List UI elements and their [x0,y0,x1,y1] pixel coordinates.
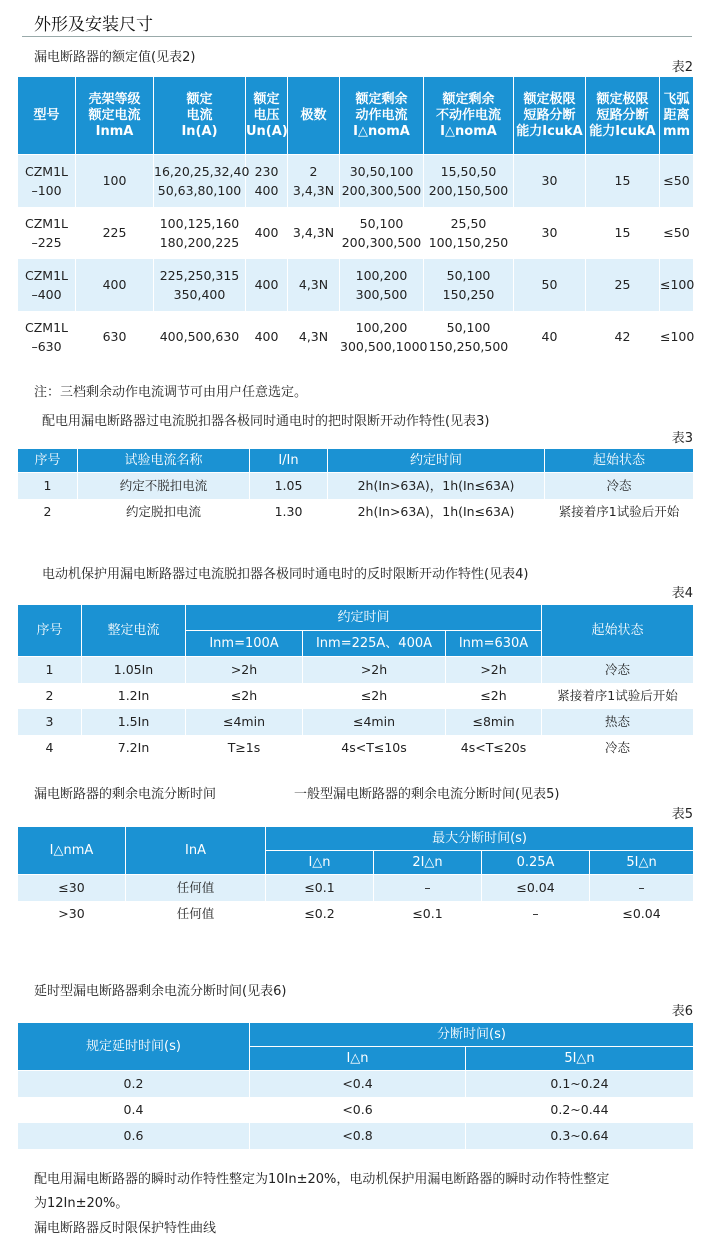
cell-line: 225 [102,225,127,240]
column-header [76,77,154,155]
table-cell: 热态 [542,709,694,735]
column-header: I/In [250,449,328,473]
table-cell: >2h [186,657,303,683]
table-cell: ≤8min [446,709,542,735]
cell-line: 50 [541,277,558,292]
delay-break-time-table [17,1022,694,1149]
table-cell: 1.30 [250,499,328,525]
table-cell: ≤0.04 [590,901,694,927]
table6-caption: 延时型漏电断路器剩余电流分断时间(见表6) [34,984,287,999]
table-cell: T≥1s [186,735,303,761]
table-cell: 1.05 [250,473,328,499]
cell-line: 400 [254,182,279,198]
table-cell [246,155,288,207]
header-row [18,827,694,851]
header-row [18,605,694,631]
table-cell: ≤2h [186,683,303,709]
cell-line: 电流 [186,107,213,123]
sub-column-header: 5I△n [590,851,694,875]
cell-line: –400 [31,286,62,302]
table-cell [340,155,424,207]
column-header: 约定时间 [186,605,542,631]
table-cell: >30 [18,901,126,927]
table-row [18,901,694,927]
table5-caption-right: 一般型漏电断路器的剩余电流分断时间(见表5) [294,787,560,802]
sub-column-header: Inm=225A、400A [303,631,446,657]
cell-line: 25 [614,277,631,292]
table-row [18,259,694,311]
cell-line: 100,125,160 [159,215,240,231]
table-cell: ≤0.1 [266,875,374,901]
table-row [18,155,694,207]
sub-column-header: Inm=100A [186,631,303,657]
table-cell [18,155,76,207]
table-cell: ≤4min [303,709,446,735]
cell-line: 200,300,500 [341,234,422,250]
table-cell [340,207,424,259]
table-cell [154,155,250,207]
cell-line: InmA [95,123,134,139]
table-row [18,311,694,363]
table-cell [288,155,340,207]
cell-line: ≤50 [663,173,690,189]
table-cell [76,207,154,259]
column-header [246,77,288,155]
table-cell [246,311,288,363]
table-cell: – [482,901,590,927]
instant-trip-text-line1: 配电用漏电断路器的瞬时动作特性整定为10In±20%，电动机保护用漏电断路器的瞬时动作特性整定 [34,1172,610,1187]
table-cell: ≤0.1 [374,901,482,927]
table-cell [246,207,288,259]
table-cell [586,259,660,311]
table-cell: <0.8 [250,1123,466,1149]
column-header [288,77,340,155]
table4-caption: 电动机保护用漏电断路器过电流脱扣器各极同时通电时的反时限断开动作特性(见表4) [42,567,529,582]
table-cell [18,259,76,311]
table-cell [514,155,586,207]
cell-line: 42 [614,329,631,344]
column-header: 起始状态 [545,449,694,473]
cell-line: 350,400 [173,286,226,302]
cell-line: 短路分断 [523,107,576,123]
cell-line: 100 [102,173,127,189]
cell-line: 电压 [253,107,280,123]
cell-line: 225,250,315 [159,267,240,283]
sub-column-header: 5I△n [466,1047,694,1071]
cell-line: 400,500,630 [159,329,240,344]
table-cell [660,207,694,259]
cell-line: 50,100 [446,267,491,283]
table-cell [154,207,246,259]
table-cell [340,311,428,363]
sub-column-header: 2I△n [374,851,482,875]
table-cell: ≤4min [186,709,303,735]
cell-line: 4,3N [298,277,329,292]
cell-line: 30 [541,225,558,240]
table-cell [246,259,288,311]
table-cell [288,259,340,311]
table6-label: 表6 [671,1004,693,1019]
cell-line: 400 [254,225,279,240]
cell-line: –225 [31,234,62,250]
table-row [18,473,694,499]
cell-line: 150,250 [442,286,495,302]
cell-line: 动作电流 [355,107,408,123]
table-row [18,735,694,761]
table-cell: 1 [18,657,82,683]
residual-break-time-table [17,826,694,927]
table-cell [424,311,514,363]
table-cell: 1.05In [82,657,186,683]
column-header [424,77,514,155]
cell-line: 180,200,225 [159,234,240,250]
table-cell [288,311,340,363]
cell-line: 15 [614,173,631,189]
cell-line: 40 [541,329,558,344]
table-cell: 冷态 [542,657,694,683]
cell-line: 300,500 [355,286,408,302]
column-header [660,77,694,155]
overcurrent-motor-table [17,604,694,761]
table-cell: 1 [18,473,78,499]
column-header: 约定时间 [328,449,545,473]
table-cell: 1.5In [82,709,186,735]
section-divider [22,36,692,37]
column-header [154,77,246,155]
cell-line: 200,150,500 [428,182,509,198]
cell-line: 4,3N [298,329,329,344]
table-row [18,499,694,525]
table2-caption: 漏电断路器的额定值(见表2) [34,50,196,65]
table-cell: ≤0.2 [266,901,374,927]
section-title: 外形及安装尺寸 [34,15,153,35]
cell-line: 30,50,100 [349,163,414,179]
sub-column-header: I△n [266,851,374,875]
cell-line: 15,50,50 [440,163,497,179]
cell-line: 不动作电流 [435,107,501,123]
table-cell: 冷态 [545,473,694,499]
table-cell: – [590,875,694,901]
column-header: 序号 [18,449,78,473]
column-header: 试验电流名称 [78,449,250,473]
table-cell: 0.4 [18,1097,250,1123]
cell-line: 15 [614,225,631,240]
cell-line: 额定剩余 [355,91,408,107]
cell-line: 额定剩余 [442,91,495,107]
column-header: 规定延时时间(s) [18,1023,250,1071]
table-row [18,683,694,709]
cell-line: Un(A) [246,123,288,139]
sub-column-header: I△n [250,1047,466,1071]
table-cell: <0.4 [250,1071,466,1097]
table-cell: 约定不脱扣电流 [78,473,250,499]
table-cell: 冷态 [542,735,694,761]
cell-line: CZM1L [25,215,68,231]
column-header: 序号 [18,605,82,657]
cell-line: 300,500,1000 [340,338,428,354]
cell-line: ≤50 [663,225,690,240]
table-cell [154,259,246,311]
column-header: 分断时间(s) [250,1023,694,1047]
cell-line: 能力IcukA [516,123,583,139]
cell-line: 230 [254,163,279,179]
cell-line: 额定 [253,91,280,107]
table-row [18,875,694,901]
cell-line: 400 [102,277,127,292]
cell-line: ≤100 [660,277,695,292]
table-cell [514,207,586,259]
table3-label: 表3 [671,431,693,446]
table-row [18,709,694,735]
column-header [586,77,660,155]
cell-line: 100,200 [355,267,408,283]
table-cell: 任何值 [126,901,266,927]
cell-line: 额定极限 [523,91,576,107]
cell-line: 100,150,250 [428,234,509,250]
table-cell [586,311,660,363]
table-cell [76,155,154,207]
header-row [18,1023,694,1047]
table-cell [424,155,514,207]
table5-caption-left: 漏电断路器的剩余电流分断时间 [34,787,217,802]
cell-line: 飞弧 [663,91,690,107]
cell-line: 型号 [33,107,60,123]
cell-line: I△nomA [440,123,497,139]
table-cell [76,311,154,363]
column-header [18,77,76,155]
cell-line: 短路分断 [596,107,649,123]
table-row [18,207,694,259]
table-cell: 紧接着序1试验后开始 [545,499,694,525]
table-cell: 0.6 [18,1123,250,1149]
table-cell: 0.3~0.64 [466,1123,694,1149]
table-cell [154,311,246,363]
table-cell: <0.6 [250,1097,466,1123]
cell-line: 200,300,500 [341,182,422,198]
overcurrent-distribution-table [17,448,694,525]
cell-line: 630 [102,329,127,344]
sub-column-header: 0.25A [482,851,590,875]
table-row [18,1097,694,1123]
table-cell: 0.2 [18,1071,250,1097]
cell-line: 16,20,25,32,40 [154,163,250,179]
cell-line: 2 [309,163,318,179]
cell-line: 额定 [186,91,213,107]
cell-line: 能力IcukA [589,123,656,139]
cell-line: 3,4,3N [292,182,335,198]
table-cell [660,311,694,363]
cell-line: 50,100 [446,319,491,335]
cell-line: 50,63,80,100 [157,182,242,198]
cell-line: 150,250,500 [428,338,509,354]
table-cell: 约定脱扣电流 [78,499,250,525]
table-cell: 3 [18,709,82,735]
table5-label: 表5 [671,807,693,822]
rated-values-table [17,76,694,363]
table-cell: 2 [18,683,82,709]
cell-line: 距离 [663,107,690,123]
column-header: 起始状态 [542,605,694,657]
cell-line: 极数 [300,107,327,123]
cell-line: 30 [541,173,558,189]
table-cell: ≤2h [303,683,446,709]
table-cell [514,311,586,363]
table-row [18,1071,694,1097]
cell-line: 额定极限 [596,91,649,107]
column-header: 最大分断时间(s) [266,827,694,851]
column-header [340,77,424,155]
table-cell: 任何值 [126,875,266,901]
table-cell: >2h [303,657,446,683]
cell-line: CZM1L [25,267,68,283]
cell-line: 壳架等级 [88,91,141,107]
table2-note: 注：三档剩余动作电流调节可由用户任意选定。 [34,385,308,400]
table-cell [424,259,514,311]
cell-line: 100,200 [355,319,408,335]
cell-line: –630 [31,338,62,354]
table-cell: 2 [18,499,78,525]
table-cell: 0.2~0.44 [466,1097,694,1123]
table-cell: – [374,875,482,901]
table-cell [514,259,586,311]
table-row [18,657,694,683]
table-cell [660,259,694,311]
curve-heading: 漏电断路器反时限保护特性曲线 [34,1221,217,1236]
table-cell: ≤0.04 [482,875,590,901]
table-cell [586,207,660,259]
cell-line: CZM1L [25,319,68,335]
cell-line: 400 [254,277,279,292]
cell-line: –100 [31,182,62,198]
cell-line: mm [662,123,691,139]
table-cell [586,155,660,207]
table-cell: 7.2In [82,735,186,761]
column-header: 整定电流 [82,605,186,657]
cell-line: 额定电流 [88,107,141,123]
cell-line: In(A) [181,123,218,139]
cell-line: 25,50 [450,215,487,231]
table3-caption: 配电用漏电断路器过电流脱扣器各极同时通电时的把时限断开动作特性(见表3) [42,414,490,429]
column-header: InA [126,827,266,875]
column-header: I△nmA [18,827,126,875]
table-cell: 2h(In>63A)，1h(In≤63A) [328,473,545,499]
table-cell: 4 [18,735,82,761]
cell-line: 3,4,3N [292,225,335,240]
table-cell: 4s<T≤10s [303,735,446,761]
table-cell: >2h [446,657,542,683]
table2-label: 表2 [671,60,693,75]
table-cell: ≤30 [18,875,126,901]
table-cell: 4s<T≤20s [446,735,542,761]
table-cell [76,259,154,311]
table-cell: 0.1~0.24 [466,1071,694,1097]
table-cell: 2h(In>63A)，1h(In≤63A) [328,499,545,525]
sub-column-header: Inm=630A [446,631,542,657]
cell-line: CZM1L [25,163,68,179]
table-cell: 紧接着序1试验后开始 [542,683,694,709]
table-cell [288,207,340,259]
column-header [514,77,586,155]
table-row [18,1123,694,1149]
cell-line: I△nomA [353,123,410,139]
instant-trip-text-line2: 为12In±20%。 [34,1196,129,1211]
table-cell: ≤2h [446,683,542,709]
cell-line: ≤100 [660,329,695,344]
table-cell [660,155,694,207]
cell-line: 400 [254,329,279,344]
table-cell [340,259,424,311]
table-cell [18,311,76,363]
table-cell [18,207,76,259]
table4-label: 表4 [671,586,693,601]
cell-line: 50,100 [359,215,404,231]
table-cell: 1.2In [82,683,186,709]
table-cell [424,207,514,259]
